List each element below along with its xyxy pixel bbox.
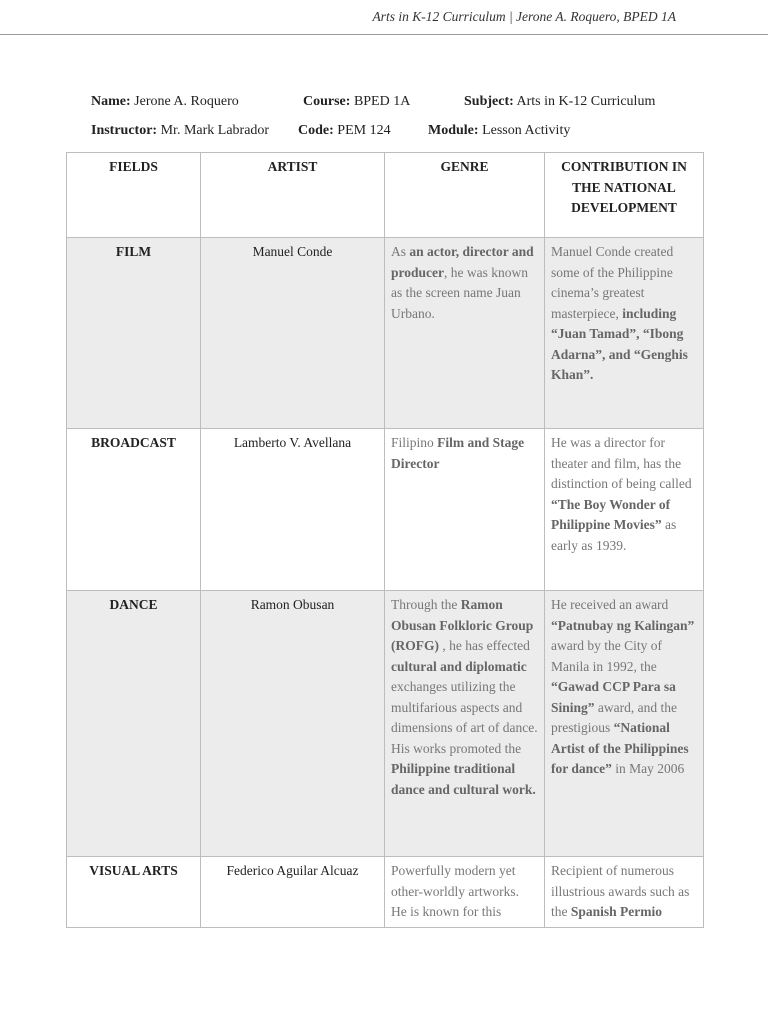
contribution-cell: [545, 857, 704, 928]
field-cell: BROADCAST: [67, 429, 201, 591]
text-run: as early as 1939.: [551, 517, 677, 553]
module-field: Module: Lesson Activity: [428, 123, 571, 138]
genre-cell: [385, 238, 545, 429]
artist-cell: Manuel Conde: [201, 238, 385, 429]
table-row: [67, 591, 704, 857]
bold-text-run: “National Artist of the Philippines for dance”: [551, 720, 689, 776]
text-run: Recipient of numerous illustrious awards such as the: [551, 863, 690, 919]
running-title: Arts in K-12 Curriculum | Jerone A. Roquero, BPED 1A: [372, 9, 676, 24]
field-cell: VISUAL ARTS: [67, 857, 201, 928]
genre-cell: [385, 591, 545, 857]
genre-cell: [385, 429, 545, 591]
instructor-field: Instructor: Mr. Mark Labrador: [91, 123, 270, 138]
text-run: award, and the prestigious: [551, 699, 677, 735]
artist-cell: Lamberto V. Avellana: [201, 429, 385, 591]
bold-text-run: an actor, director and producer: [391, 244, 534, 280]
genre-cell: [385, 857, 545, 928]
table-header-row: [67, 153, 704, 238]
bold-text-run: cultural and diplomatic: [391, 658, 527, 674]
bold-text-run: Film and Stage Director: [391, 435, 525, 471]
bold-text-run: “Patnubay ng Kalingan”: [551, 617, 695, 633]
table-row: [67, 238, 704, 429]
bold-text-run: Philippine traditional dance and cultural work.: [391, 761, 536, 797]
name-field: Name: Jerone A. Roquero: [91, 94, 239, 109]
code-field: Code: PEM 124: [298, 123, 391, 138]
field-cell: DANCE: [67, 591, 201, 857]
header-artist: ARTIST: [201, 153, 385, 238]
contribution-cell: [545, 429, 704, 591]
text-run: Manuel Conde created some of the Philippine cinema’s greatest masterpiece,: [551, 244, 674, 321]
bold-text-run: including “Juan Tamad”, “Ibong Adarna”, and “Genghis Khan”.: [551, 305, 688, 382]
text-run: exchanges utilizing the multifarious aspects and dimensions of art of dance. His works promoted the: [391, 679, 538, 756]
text-run: award by the City of Manila in 1992, the: [551, 638, 662, 674]
text-run: , he was known as the screen name Juan Urbano.: [391, 264, 528, 321]
text-run: He received an award: [551, 597, 669, 612]
bold-text-run: “Gawad CCP Para sa Sining”: [551, 679, 676, 715]
artist-cell: Ramon Obusan: [201, 591, 385, 857]
text-run: Through the: [391, 597, 461, 612]
text-run: in May 2006: [611, 761, 685, 776]
text-run: As: [391, 244, 410, 259]
text-run: He was a director for theater and film, has the distinction of being called: [551, 435, 692, 491]
text-run: Filipino: [391, 435, 438, 450]
table-row: [67, 857, 704, 928]
artist-cell: Federico Aguilar Alcuaz: [201, 857, 385, 928]
text-run: Powerfully modern yet other-worldly artworks. He is known for this: [391, 863, 519, 919]
page-header: [0, 0, 768, 35]
contribution-cell: [545, 238, 704, 429]
bold-text-run: Ramon Obusan Folkloric Group (ROFG): [391, 597, 534, 653]
table-row: [67, 429, 704, 591]
header-contribution: CONTRIBUTION IN THE NATIONAL DEVELOPMENT: [545, 153, 704, 238]
bold-text-run: “The Boy Wonder of Philippine Movies”: [551, 496, 671, 532]
subject-field: Subject: Arts in K-12 Curriculum: [464, 94, 656, 109]
bold-text-run: Spanish Permio: [570, 904, 663, 919]
arts-table: [66, 152, 704, 928]
contribution-cell: [545, 591, 704, 857]
field-cell: FILM: [67, 238, 201, 429]
text-run: , he has effected: [439, 638, 530, 653]
header-fields: FIELDS: [67, 153, 201, 238]
header-genre: GENRE: [385, 153, 545, 238]
course-field: Course: BPED 1A: [303, 94, 411, 109]
